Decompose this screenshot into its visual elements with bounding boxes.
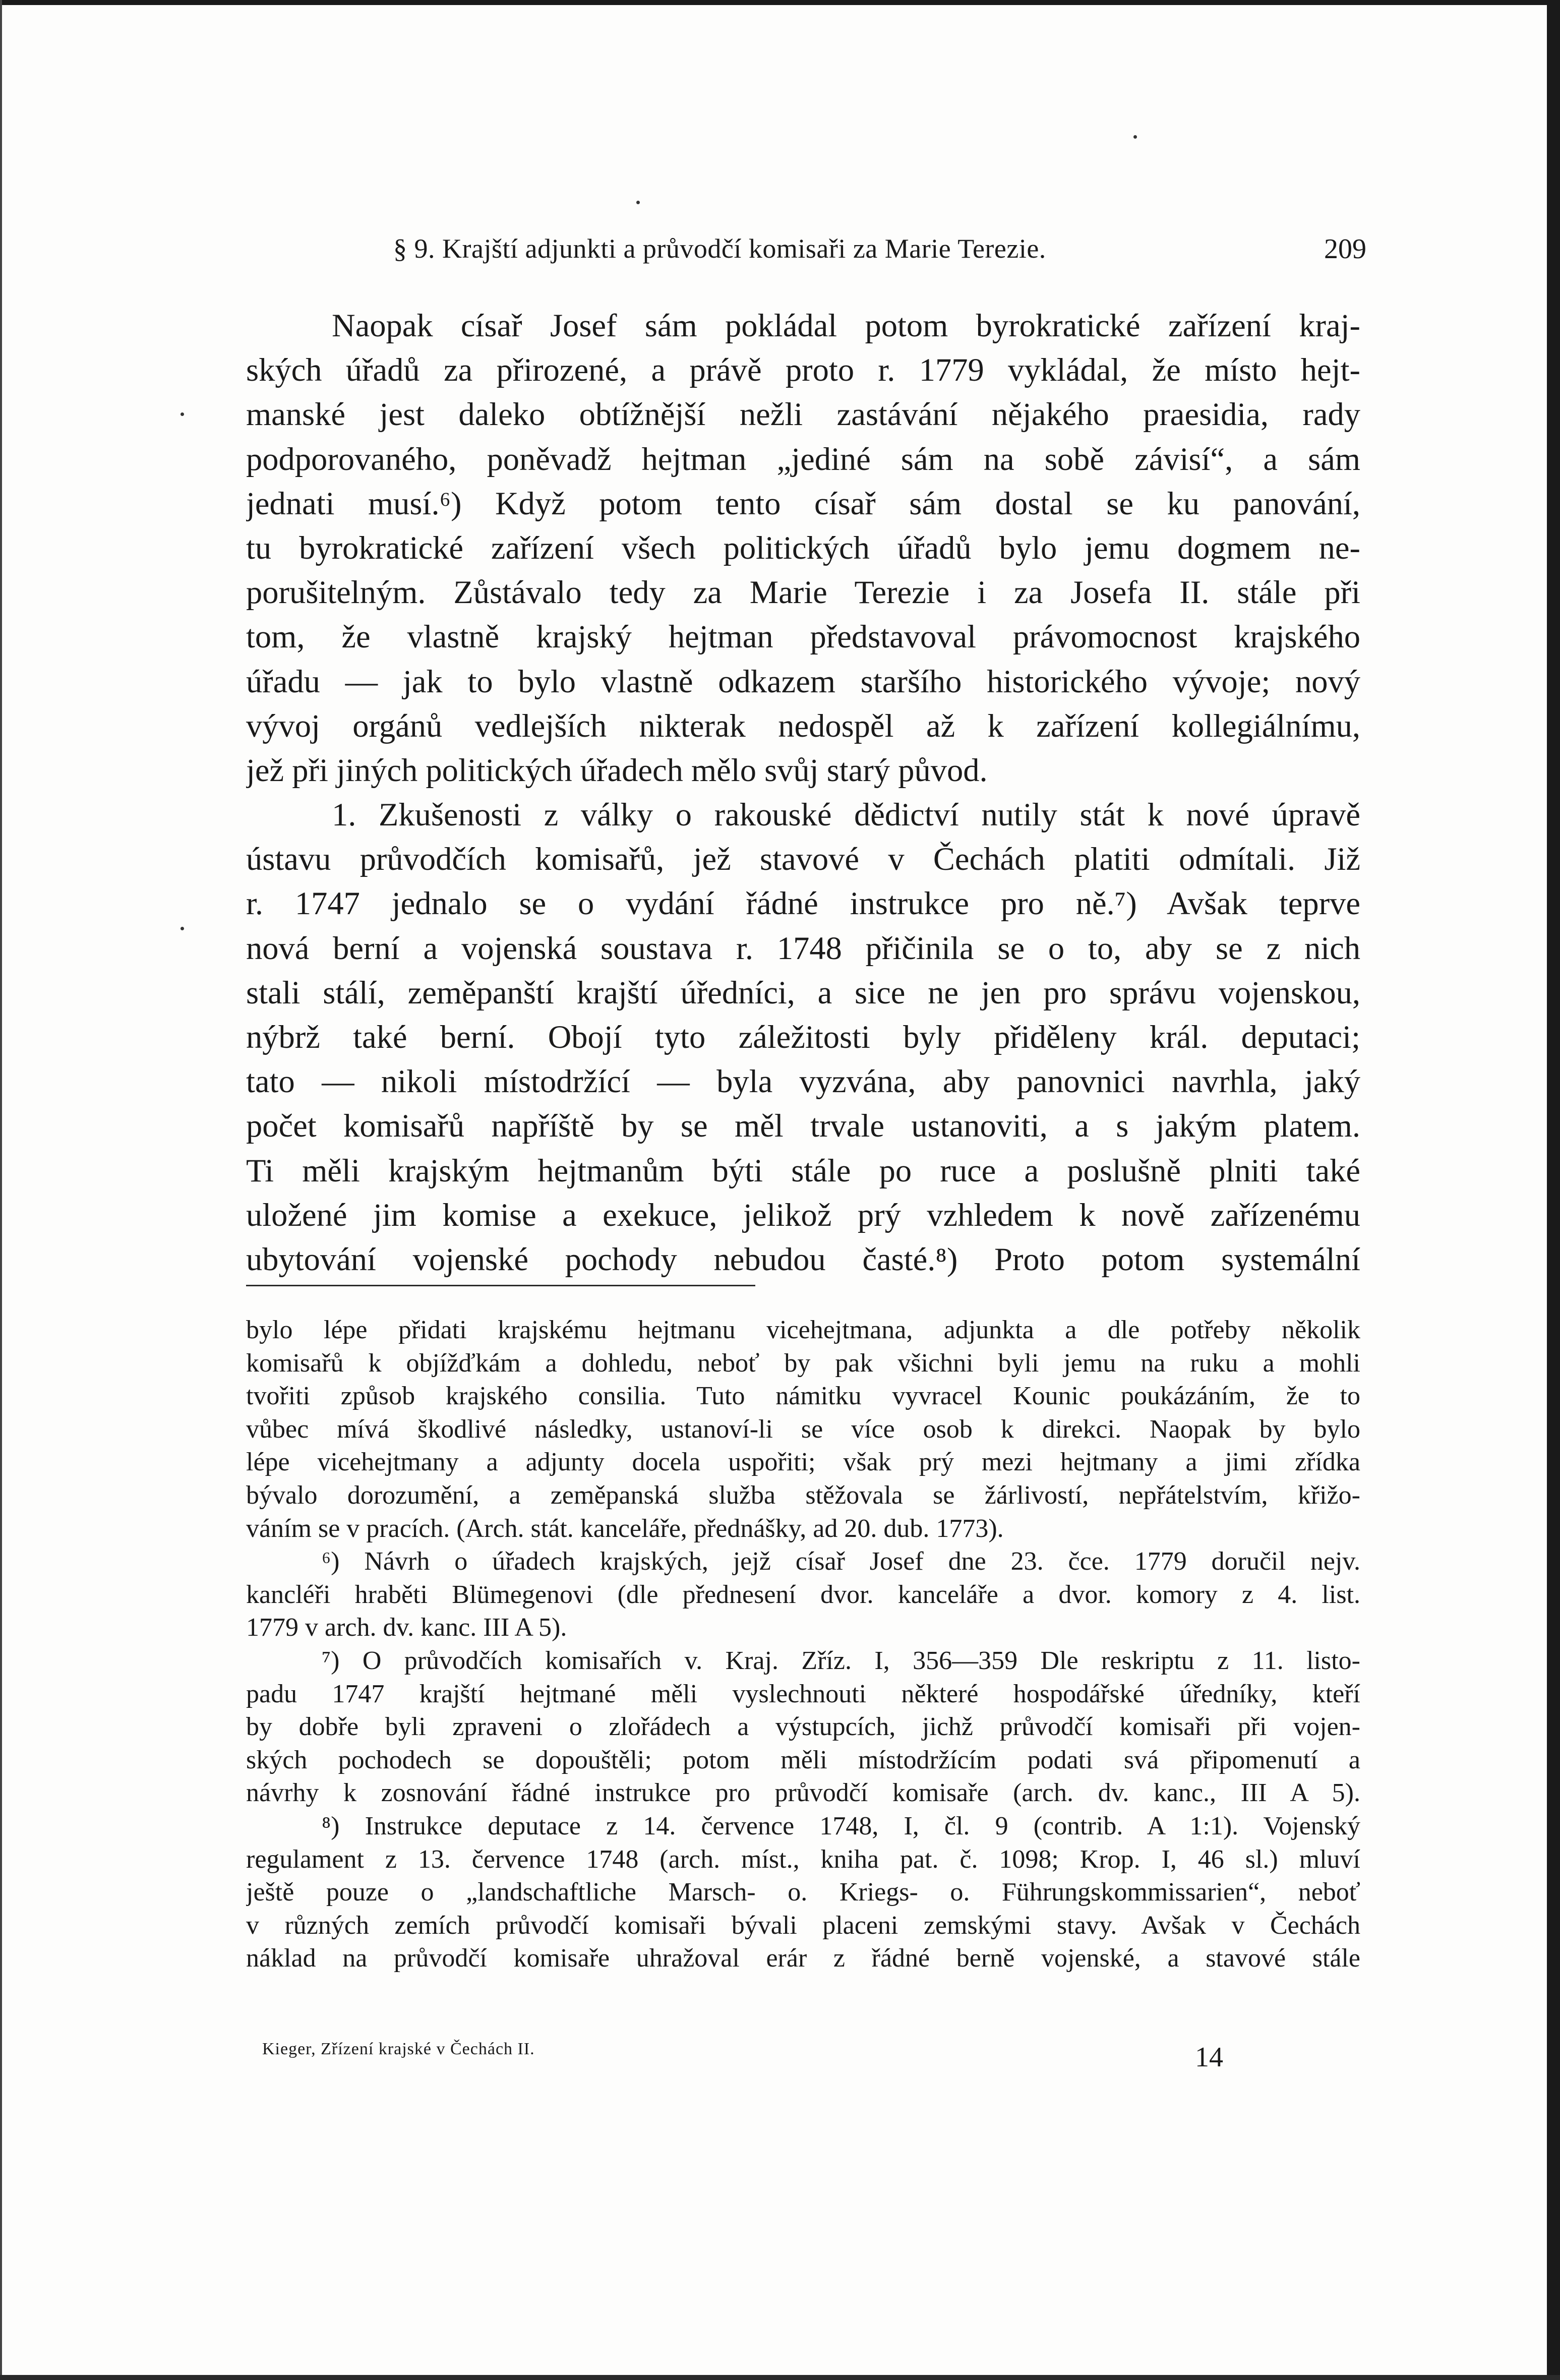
- text-line: nýbrž také berní. Obojí tyto záležitosti byly přiděleny král. deputaci;: [246, 1019, 1360, 1055]
- footnote-line: 1779 v arch. dv. kanc. III A 5).: [246, 1613, 567, 1642]
- scan-speck: [1133, 135, 1137, 139]
- footnote-line: tvořiti způsob krajského consilia. Tuto námitku vyvracel Kounic poukázáním, že to: [246, 1382, 1360, 1411]
- text-line: tom, že vlastně krajský hejtman představoval právomocnost krajského: [246, 619, 1360, 655]
- text-line: uložené jim komise a exekuce, jelikož prý vzhledem k nově zařízenému: [246, 1197, 1360, 1233]
- text-line: tato — nikoli místodržící — byla vyzvána, aby panovnici navrhla, jaký: [246, 1063, 1360, 1100]
- text-line: porušitelným. Zůstávalo tedy za Marie Terezie i za Josefa II. stále při: [246, 574, 1360, 611]
- sheet-number: 14: [1195, 2042, 1223, 2073]
- scan-border-left: [0, 0, 2, 2380]
- text-line: stali stálí, zeměpanští krajští úředníci, a sice ne jen pro správu vojenskou,: [246, 974, 1360, 1010]
- footnote-line: by dobře byli zpraveni o zlořádech a výstupcích, jichž průvodčí komisaři při vojen-: [246, 1712, 1360, 1742]
- footnote-line: ských pochodech se dopouštěli; potom měli místodržícím podati svá připomenutí a: [246, 1745, 1360, 1774]
- text-line: r. 1747 jednalo se o vydání řádné instrukce pro ně.⁷) Avšak teprve: [246, 885, 1360, 922]
- footnote-line: regulament z 13. července 1748 (arch. míst., kniha pat. č. 1098; Krop. I, 46 sl.) mluví: [246, 1844, 1360, 1874]
- text-line: nová berní a vojenská soustava r. 1748 přičinila se o to, aby se z nich: [246, 930, 1360, 966]
- scan-speck: [181, 412, 184, 416]
- footnote-line: náklad na průvodčí komisaře uhražoval erár z řádné berně vojenské, a stavové stále: [246, 1944, 1360, 1973]
- text-line: podporovaného, poněvadž hejtman „jediné sám na sobě závisí“, a sám: [246, 441, 1360, 477]
- main-text: [246, 304, 1360, 1282]
- running-head: § 9. Krajští adjunkti a průvodčí komisaři za Marie Terezie.: [393, 233, 1046, 264]
- scan-border-bottom: [0, 2375, 1560, 2380]
- scan-speck: [636, 201, 640, 204]
- footnote-separator: [246, 1285, 755, 1286]
- text-line: ských úřadů za přirozené, a právě proto r. 1779 vykládal, že místo hejt-: [246, 352, 1360, 388]
- footnote-line: ještě pouze o „landschaftliche Marsch- o. Kriegs- o. Führungskommissarien“, neboť: [246, 1878, 1360, 1907]
- text-line: Ti měli krajským hejtmanům býti stále po ruce a poslušně plniti také: [246, 1152, 1360, 1188]
- footnote-line: padu 1747 krajští hejtmané měli vyslechnouti některé hospodářské úředníky, kteří: [246, 1679, 1360, 1708]
- text-line: 1. Zkušenosti z války o rakouské dědictví nutily stát k nové úpravě: [332, 797, 1360, 833]
- text-line: ústavu průvodčích komisařů, jež stavové v Čechách platiti odmítali. Již: [246, 841, 1360, 877]
- footnote-line: bývalo dorozumění, a zeměpanská služba stěžovala se žárlivostí, nepřátelstvím, křižo-: [246, 1480, 1360, 1510]
- text-line: ubytování vojenské pochody nebudou časté.⁸) Proto potom systemální: [246, 1241, 1360, 1277]
- footnote-line: komisařů k objížďkám a dohledu, neboť by pak všichni byli jemu na ruku a mohli: [246, 1348, 1360, 1378]
- text-line: tu byrokratické zařízení všech politických úřadů bylo jemu dogmem ne-: [246, 529, 1360, 566]
- footnote-line: návrhy k zosnování řádné instrukce pro průvodčí komisaře (arch. dv. kanc., III A 5).: [246, 1778, 1360, 1808]
- footnote-line: lépe vicehejtmany a adjunty docela uspořiti; však prý mezi hejtmany a jimi zřídka: [246, 1448, 1360, 1477]
- footnote-line: vůbec mívá škodlivé následky, ustanoví-li se více osob k direkci. Naopak by bylo: [246, 1414, 1360, 1444]
- page-number: 209: [1324, 233, 1366, 265]
- footnote-line: v různých zemích průvodčí komisaři bývali placeni zemskými stavy. Avšak v Čechách: [246, 1911, 1360, 1940]
- text-line: jež při jiných politických úřadech mělo svůj starý původ.: [246, 752, 988, 788]
- footnote-line: ⁷) O průvodčích komisařích v. Kraj. Zříz. I, 356—359 Dle reskriptu z 11. listo-: [322, 1646, 1360, 1675]
- text-line: vývoj orgánů vedlejších nikterak nedospěl až k zařízení kollegiálnímu,: [246, 707, 1360, 744]
- sheet-signature: Kieger, Zřízení krajské v Čechách II.: [262, 2040, 535, 2058]
- text-line: počet komisařů napříště by se měl trvale ustanoviti, a s jakým platem.: [246, 1108, 1360, 1144]
- footnote-line: ⁸) Instrukce deputace z 14. července 1748, I, čl. 9 (contrib. A 1:1). Vojenský: [322, 1811, 1360, 1840]
- text-line: úřadu — jak to bylo vlastně odkazem staršího historického vývoje; nový: [246, 663, 1360, 699]
- footnote-line: ⁶) Návrh o úřadech krajských, jejž císař Josef dne 23. čce. 1779 doručil nejv.: [322, 1547, 1360, 1576]
- scan-speck: [181, 927, 184, 930]
- text-line: Naopak císař Josef sám pokládal potom byrokratické zařízení kraj-: [332, 308, 1360, 343]
- footnote-line: kancléři hraběti Blümegenovi (dle přednesení dvor. kanceláře a dvor. komory z 4. list.: [246, 1580, 1360, 1609]
- text-line: jednati musí.⁶) Když potom tento císař sám dostal se ku panování,: [246, 485, 1360, 521]
- footnote-line: váním se v pracích. (Arch. stát. kanceláře, přednášky, ad 20. dub. 1773).: [246, 1514, 1004, 1543]
- scan-border-right: [1547, 0, 1560, 2380]
- scan-border-top: [0, 0, 1560, 5]
- text-line: manské jest daleko obtížnější nežli zastávání nějakého praesidia, rady: [246, 396, 1360, 433]
- footnotes: [246, 1314, 1360, 1975]
- footnote-line: bylo lépe přidati krajskému hejtmanu vicehejtmana, adjunkta a dle potřeby několik: [246, 1316, 1360, 1344]
